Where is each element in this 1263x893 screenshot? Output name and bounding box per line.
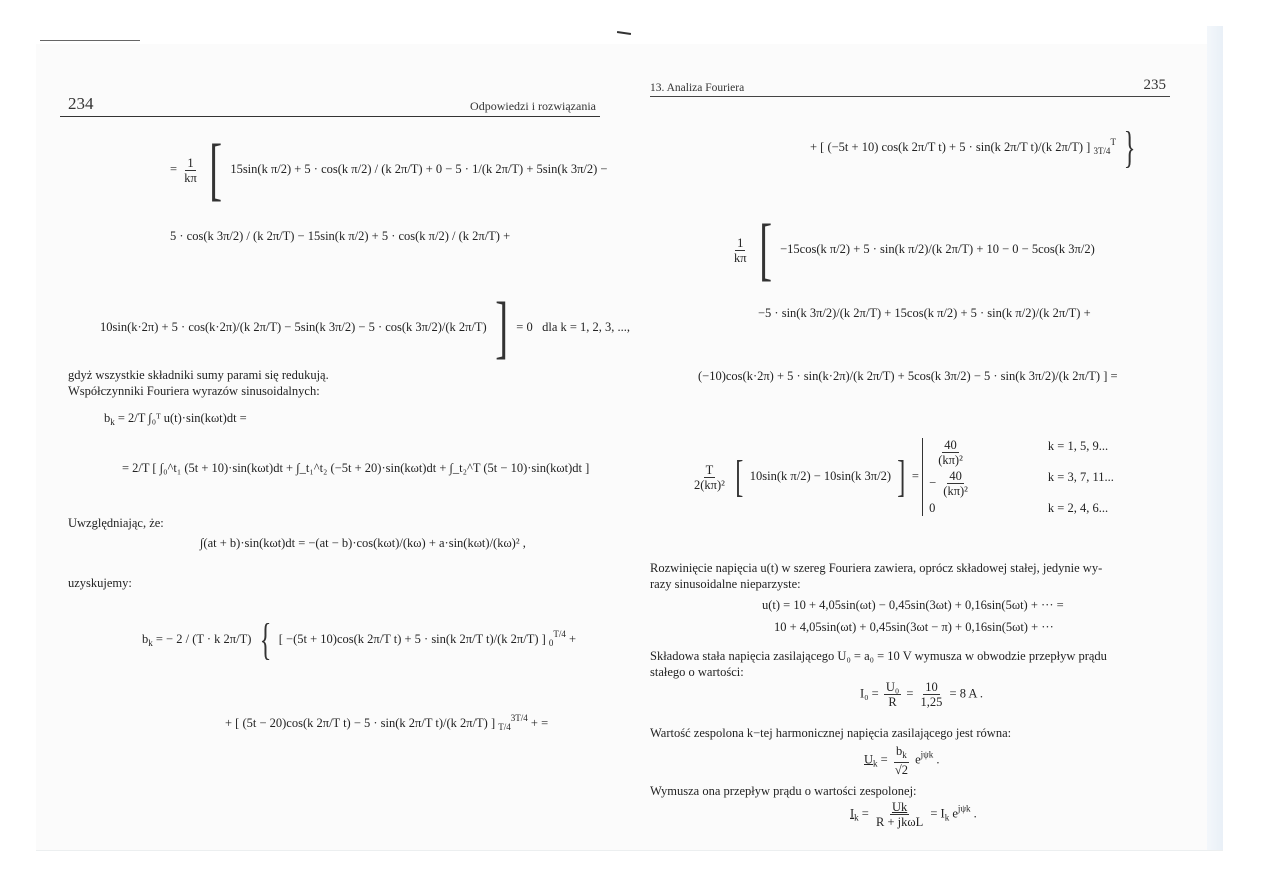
equation-line [170, 131, 608, 208]
case-value: 0 [929, 501, 936, 515]
symbol: I₀ = [860, 686, 879, 701]
paragraph: uzyskujemy: [68, 576, 132, 590]
equation-line [810, 123, 1140, 172]
running-title: 13. Analiza Fouriera [650, 82, 745, 94]
equation-text: 10sin(k·2π) + 5 · cos(k·2π)/(k 2π/T) − 5sin(k 3π/2) − 5 · cos(k 3π/2)/(k 2π/T) [100, 319, 487, 334]
bracket: ] [897, 452, 906, 501]
denominator: 2(kπ)² [694, 477, 725, 492]
symbol: I [850, 806, 855, 821]
equation-line [690, 438, 1114, 516]
paragraph: razy sinusoidalne nieparzyste: [650, 577, 801, 591]
equation-text: = − 2 / (T · k 2π/T) [155, 631, 252, 646]
paragraph: Wymusza ona przepływ prądu o wartości zespolonej: [650, 784, 917, 798]
equation-text: ] = [1103, 369, 1118, 383]
operator: + [569, 631, 577, 646]
equation-line: u(t) = 10 + 4,05sin(ωt) − 0,45sin(3ωt) + 0,16sin(5ωt) + ··· = [762, 598, 1064, 612]
equation-condition: dla k = 1, 2, 3, ..., [542, 319, 631, 334]
denominator: R + jkωL [875, 815, 924, 829]
subscript: k [944, 812, 950, 823]
superscript: jψk [957, 803, 971, 814]
numerator: T [705, 462, 714, 477]
paragraph: stałego o wartości: [650, 665, 744, 679]
equation-text: = 2/T [ ∫₀^t₁ (5t + 10)·sin(kωt)dt + ∫_t₁^t₂ (−5t + 20)·sin(kωt)dt + ∫_t₂^T (5t − 10)·sin(kωt)dt ] [122, 461, 590, 475]
equation-line: 10 + 4,05sin(ωt) + 0,45sin(3ωt − π) + 0,16sin(5ωt) + ··· [774, 620, 1054, 634]
denominator: (kπ)² [943, 484, 968, 498]
denominator: kπ [184, 170, 197, 185]
numerator: 10 [925, 680, 938, 694]
equation-line [170, 228, 510, 244]
numerator: Uk [891, 800, 908, 814]
fraction [692, 463, 727, 492]
denominator: kπ [734, 250, 747, 265]
case-value [931, 438, 970, 467]
equation-text: + [ (−5t + 10) cos(k 2π/T t) + 5 · sin(k 2π/T t)/(k 2π/T) ] [810, 139, 1091, 154]
symbol: e [915, 752, 921, 767]
subscript: k [873, 758, 878, 769]
bracket: [ [209, 131, 222, 208]
equation-line [860, 680, 983, 709]
numerator: 1 [187, 155, 194, 170]
paragraph: Uwzględniając, że: [68, 516, 164, 530]
upper-limit: T [1110, 136, 1116, 147]
equation-line [850, 800, 977, 829]
equation-line [142, 615, 577, 664]
equation-result: = 0 [516, 319, 533, 334]
equation-text: 10sin(k π/2) − 10sin(k 3π/2) [749, 468, 891, 483]
running-header [650, 76, 1170, 97]
equals-sign: = [880, 752, 888, 767]
punctuation: . [936, 752, 940, 767]
operator: + = [530, 716, 549, 730]
denominator: (kπ)² [938, 453, 963, 467]
numerator: 40 [944, 438, 957, 452]
paragraph: Składowa stała napięcia zasilającego U₀ = a₀ = 10 V wymusza w obwodzie przepływ prądu [650, 649, 1107, 663]
equation-line [864, 744, 940, 777]
bracket: ] [495, 289, 508, 366]
equation-text: 15sin(k π/2) + 5 · cos(k π/2) / (k 2π/T) + 0 − 5 · 1/(k 2π/T) + 5sin(k 3π/2) − [230, 161, 608, 176]
symbol: b [142, 631, 149, 646]
subscript: k [854, 812, 859, 823]
bracket: [ [758, 211, 772, 288]
case-condition: k = 2, 4, 6... [1047, 501, 1109, 515]
lower-limit: 0 [548, 637, 554, 648]
subscript: k [148, 637, 153, 648]
fraction [919, 680, 945, 709]
case-condition: k = 1, 5, 9... [1047, 439, 1109, 453]
fraction [874, 800, 925, 829]
right-page [650, 0, 1170, 893]
bracket: [ [735, 452, 744, 501]
equation-text: −5 · sin(k 3π/2)/(k 2π/T) + 15cos(k π/2) + 5 · sin(k π/2)/(k 2π/T) + [758, 306, 1091, 320]
symbol: b [104, 411, 111, 425]
running-header [60, 92, 600, 117]
sign: − [929, 475, 937, 490]
fraction [732, 236, 749, 265]
symbol: U [864, 752, 874, 767]
equation-text: −15cos(k π/2) + 5 · sin(k π/2)/(k 2π/T) + 10 − 0 − 5cos(k 3π/2) [780, 241, 1095, 256]
equals-sign: = [911, 468, 919, 483]
lower-limit: 3T/4 [1093, 145, 1111, 156]
equation-text: + [ (5t − 20)cos(k 2π/T t) − 5 · sin(k 2π/T t)/(k 2π/T) ] [225, 716, 496, 730]
lower-limit: T/4 [498, 722, 511, 732]
left-page [60, 0, 631, 893]
denominator: 1,25 [920, 695, 943, 709]
case-value [929, 469, 972, 498]
symbol: e [952, 806, 958, 821]
equals-sign: = [906, 686, 914, 701]
equation-text: = 2/T ∫₀ᵀ u(t)·sin(kωt)dt = [117, 411, 247, 425]
fraction [884, 680, 901, 709]
paragraph: Współczynniki Fouriera wyrazów sinusoidalnych: [68, 384, 320, 398]
superscript: jψk [920, 749, 934, 760]
equation-line: ∫(at + b)·sin(kωt)dt = −(at − b)·cos(kωt)/(kω) + a·sin(kωt)/(kω)² , [200, 536, 526, 550]
equals-sign: = [861, 806, 869, 821]
page-number: 235 [1143, 77, 1166, 93]
numerator: 1 [737, 235, 744, 250]
fraction [893, 744, 910, 777]
paragraph: gdyż wszystkie składniki sumy parami się redukują. [68, 368, 329, 382]
equation-text: (−10)cos(k·2π) + 5 · sin(k·2π)/(k 2π/T) + 5cos(k 3π/2) − 5 · sin(k 3π/2)/(k 2π/T) [698, 369, 1101, 383]
fraction [182, 156, 199, 185]
running-title: Odpowiedzi i rozwiązania [470, 99, 596, 113]
upper-limit: 3T/4 [510, 713, 528, 723]
page-edge-shadow [1207, 26, 1223, 850]
paragraph: Wartość zespolona k−tej harmonicznej napięcia zasilającego jest równa: [650, 726, 1012, 740]
denominator: √2 [894, 763, 908, 777]
equation-text: = I [930, 806, 945, 821]
numerator [894, 744, 909, 763]
equation-text: [ −(5t + 10)cos(k 2π/T t) + 5 · sin(k 2π/T t)/(k 2π/T) ] [278, 631, 546, 646]
page-number: 234 [68, 94, 94, 113]
equation-line [225, 710, 548, 735]
equation-line [730, 211, 1095, 288]
equation-line [100, 289, 631, 366]
scan-artifact [617, 31, 631, 35]
equals-sign: = [170, 161, 178, 176]
paragraph: Rozwinięcie napięcia u(t) w szereg Fouriera zawiera, oprócz składowej stałej, jedynie wy- [650, 561, 1103, 575]
equation-line [758, 305, 1091, 321]
subscript: k [110, 417, 115, 427]
piecewise-cases [922, 438, 1114, 516]
symbol: b [896, 744, 903, 758]
case-condition: k = 3, 7, 11... [1047, 470, 1114, 484]
equation-line [122, 460, 589, 476]
fraction [941, 469, 970, 498]
denominator: R [888, 695, 897, 709]
subscript: k [902, 750, 907, 760]
equation-line [698, 368, 1118, 384]
punctuation: . [973, 806, 977, 821]
brace: { [259, 615, 271, 664]
upper-limit: T/4 [553, 628, 566, 639]
numerator: U₀ [885, 680, 900, 694]
equation-line [104, 410, 247, 430]
brace: } [1123, 123, 1136, 172]
equation-text: 5 · cos(k 3π/2) / (k 2π/T) − 15sin(k π/2) + 5 · cos(k π/2) / (k 2π/T) + [170, 229, 511, 243]
numerator: 40 [949, 469, 962, 483]
equation-result: = 8 A . [949, 686, 983, 701]
